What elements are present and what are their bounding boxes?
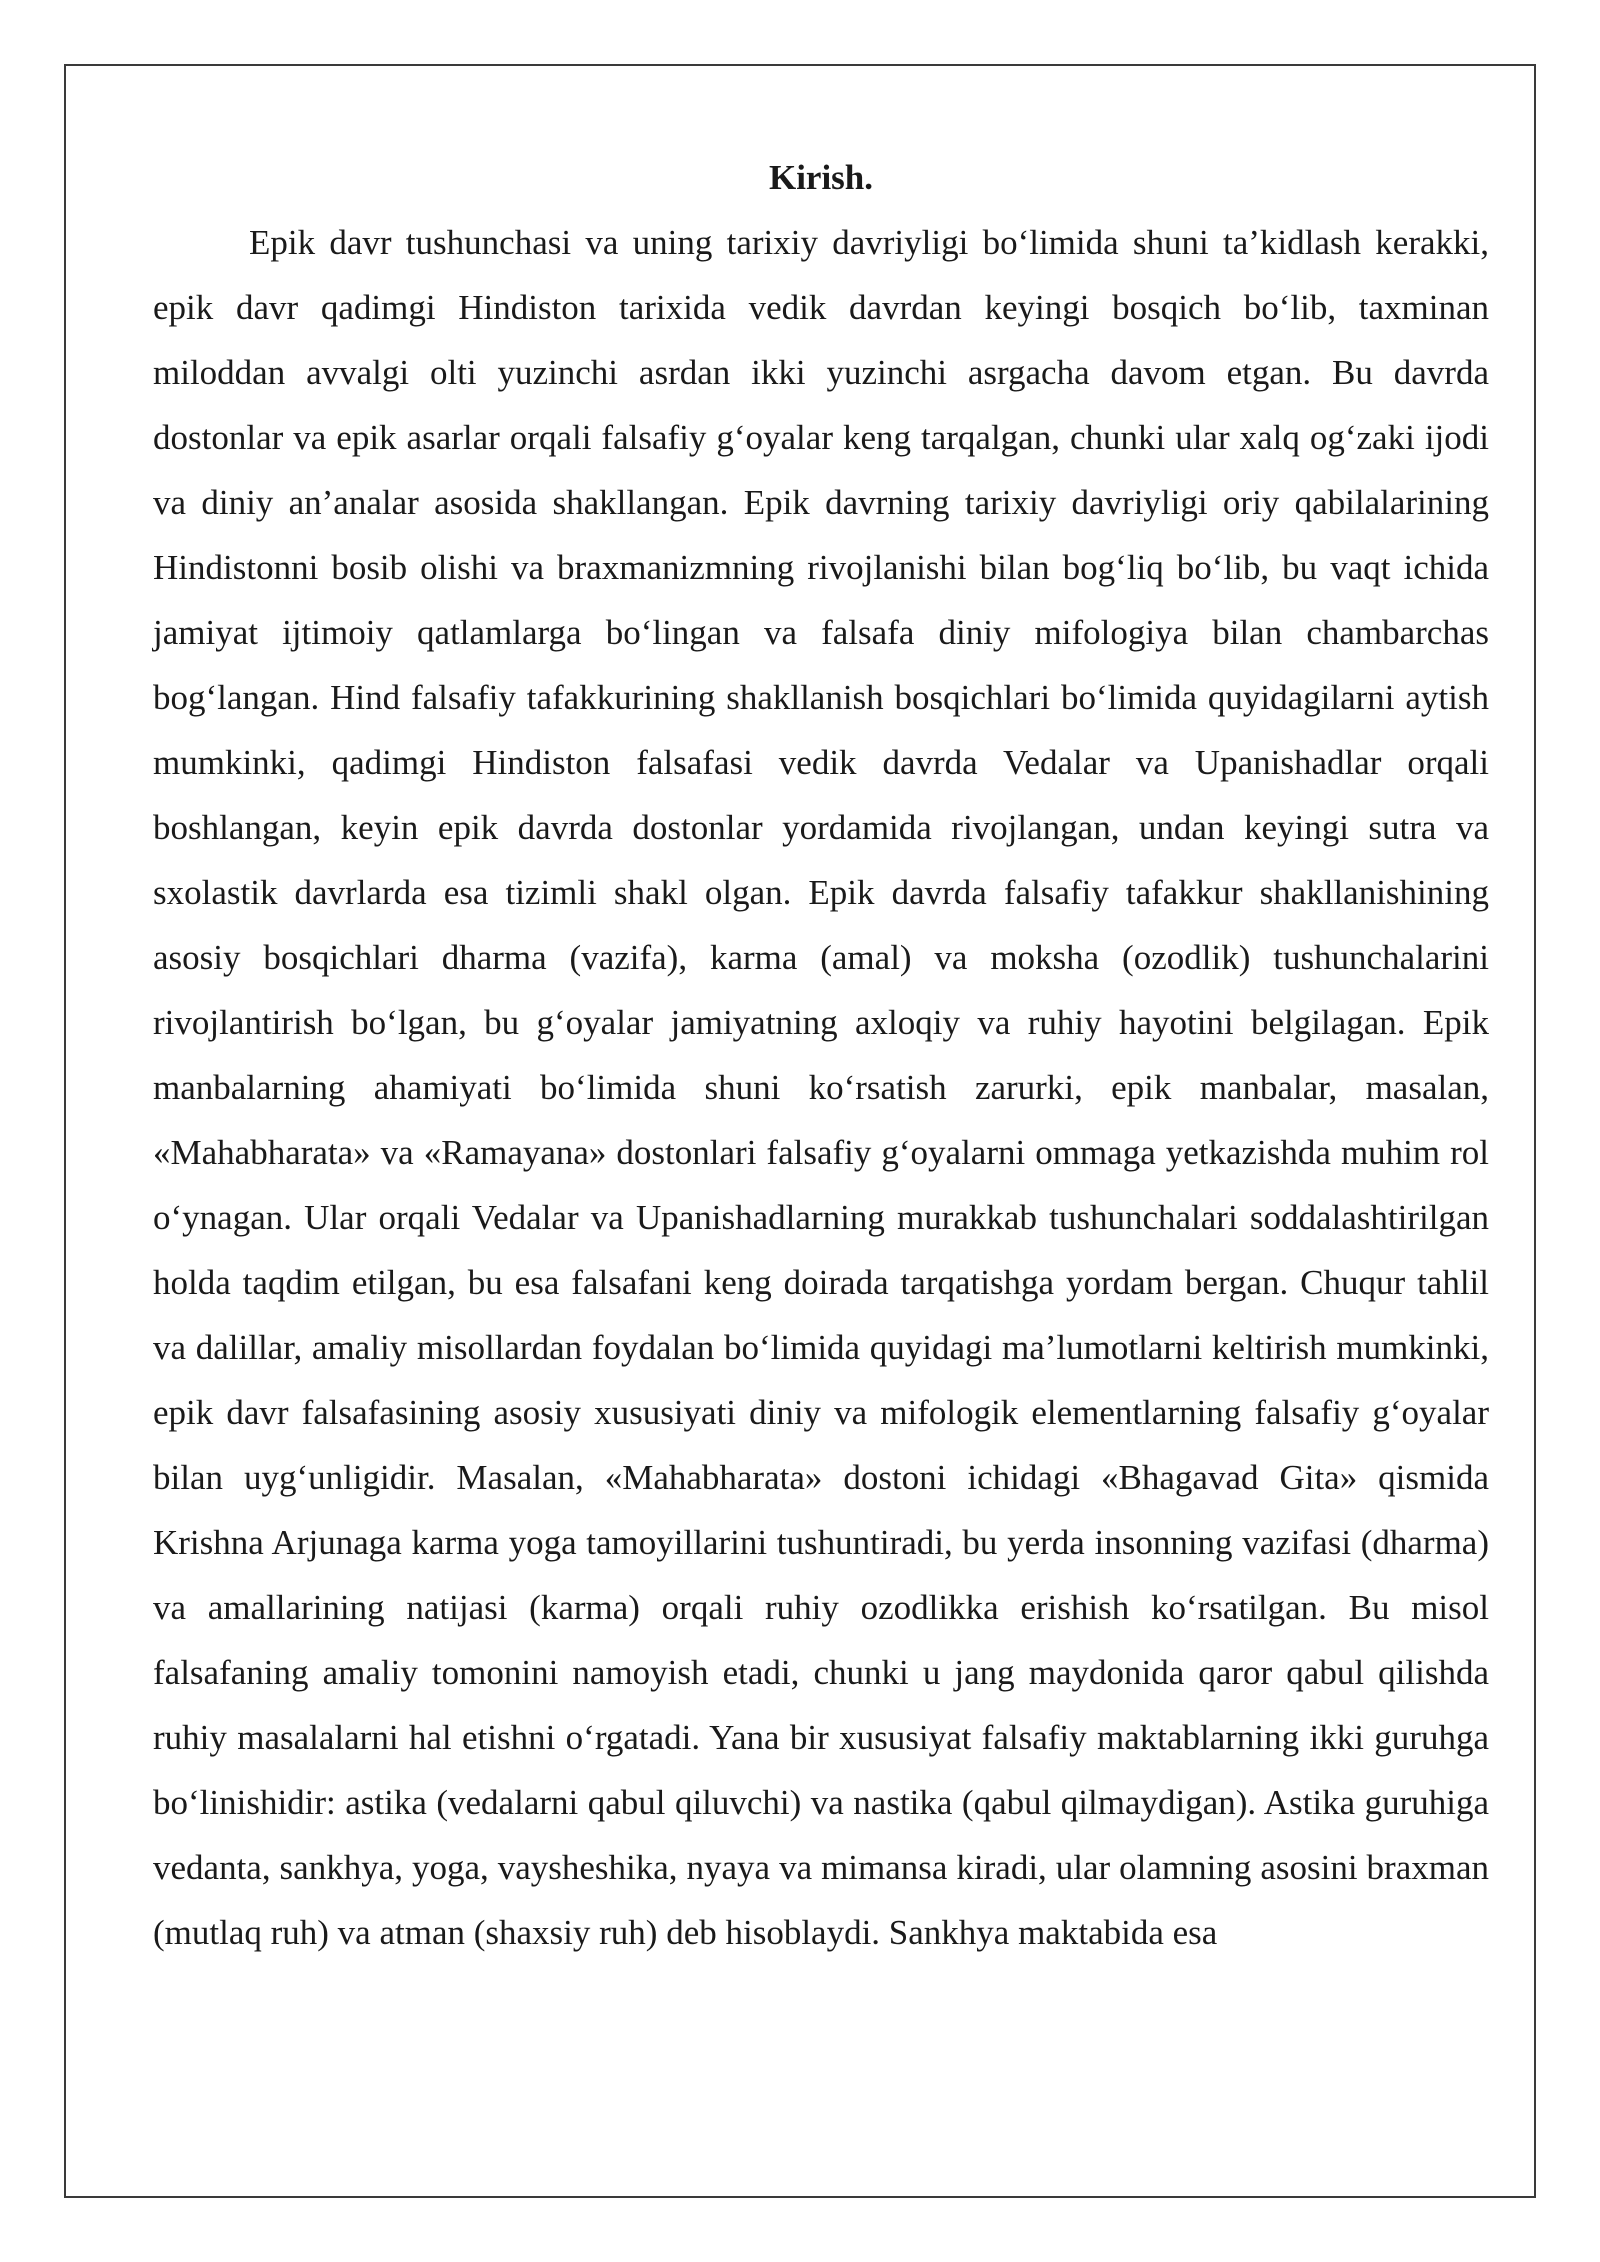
document-body: [153, 150, 1489, 1965]
body-paragraph: Epik davr tushunchasi va uning tarixiy davriyligi bo‘limida shuni ta’kidlash kerakki, epik davr qadimgi Hindiston tarixida vedik davrdan keyingi bosqich bo‘lib, taxminan miloddan avvalgi olti yuzinchi asrdan ikki yuzinchi asrgacha davom etgan. Bu davrda dostonlar va epik asarlar orqali falsafiy g‘oyalar keng tarqalgan, chunki ular xalq og‘zaki ijodi va diniy an’analar asosida shakllangan. Epik davrning tarixiy davriyligi oriy qabilalarining Hindistonni bosib olishi va braxmanizmning rivojlanishi bilan bog‘liq bo‘lib, bu vaqt ichida jamiyat ijtimoiy qatlamlarga bo‘lingan va falsafa diniy mifologiya bilan chambarchas bog‘langan. Hind falsafiy tafakkurining shakllanish bosqichlari bo‘limida quyidagilarni aytish mumkinki, qadimgi Hindiston falsafasi vedik davrda Vedalar va Upanishadlar orqali boshlangan, keyin epik davrda dostonlar yordamida rivojlangan, undan keyingi sutra va sxolastik davrlarda esa tizimli shakl olgan. Epik davrda falsafiy tafakkur shakllanishining asosiy bosqichlari dharma (vazifa), karma (amal) va moksha (ozodlik) tushunchalarini rivojlantirish bo‘lgan, bu g‘oyalar jamiyatning axloqiy va ruhiy hayotini belgilagan. Epik manbalarning ahamiyati bo‘limida shuni ko‘rsatish zarurki, epik manbalar, masalan, «Mahabharata» va «Ramayana» dostonlari falsafiy g‘oyalarni ommaga yetkazishda muhim rol o‘ynagan. Ular orqali Vedalar va Upanishadlarning murakkab tushunchalari soddalashtirilgan holda taqdim etilgan, bu esa falsafani keng doirada tarqatishga yordam bergan. Chuqur tahlil va dalillar, amaliy misollardan foydalan bo‘limida quyidagi ma’lumotlarni keltirish mumkinki, epik davr falsafasining asosiy xususiyati diniy va mifologik elementlarning falsafiy g‘oyalar bilan uyg‘unligidir. Masalan, «Mahabharata» dostoni ichidagi «Bhagavad Gita» qismida Krishna Arjunaga karma yoga tamoyillarini tushuntiradi, bu yerda insonning vazifasi (dharma) va amallarining natijasi (karma) orqali ruhiy ozodlikka erishish ko‘rsatilgan. Bu misol falsafaning amaliy tomonini namoyish etadi, chunki u jang maydonida qaror qabul qilishda ruhiy masalalarni hal etishni o‘rgatadi. Yana bir xususiyat falsafiy maktablarning ikki guruhga bo‘linishidir: astika (vedalarni qabul qiluvchi) va nastika (qabul qilmaydigan). Astika guruhiga vedanta, sankhya, yoga, vaysheshika, nyaya va mimansa kiradi, ular olamning asosini braxman (mutlaq ruh) va atman (shaxsiy ruh) deb hisoblaydi. Sankhya maktabida esa: [153, 223, 1489, 1952]
document-heading: Kirish.: [768, 158, 874, 197]
